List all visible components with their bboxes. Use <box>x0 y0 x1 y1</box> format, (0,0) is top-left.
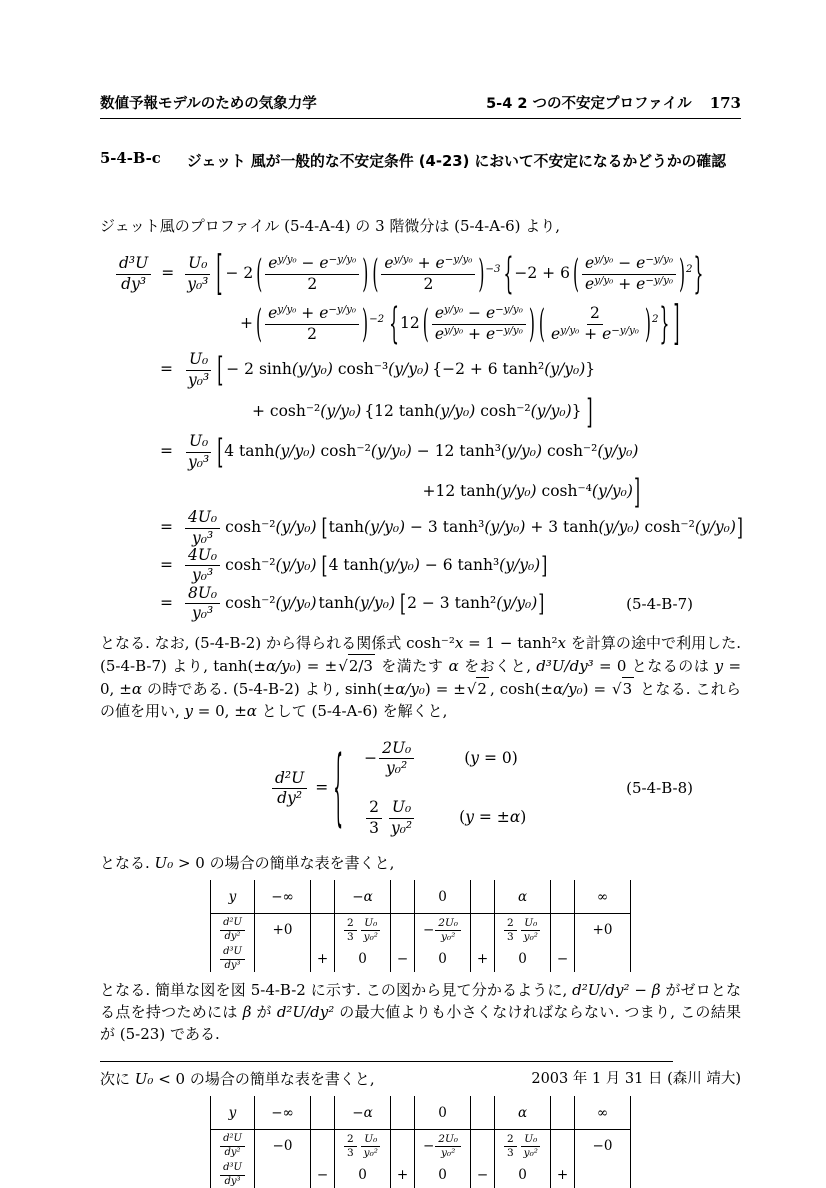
table-cell <box>471 1130 495 1163</box>
table-cell: α <box>495 880 551 914</box>
table-cell: − <box>471 1162 495 1188</box>
table-row <box>211 1130 631 1163</box>
table-cell <box>575 1162 631 1188</box>
table-cell: 0 <box>415 946 471 972</box>
header-book-title: 数値予報モデルのための気象力学 <box>100 96 317 112</box>
table-cell: $\frac{\text{d²U}}{\text{dy²}}$ <box>211 914 255 947</box>
section-heading <box>100 150 741 171</box>
equation-number: (5-4-B-8) <box>626 779 693 798</box>
table-cell: $\frac{2}{3}$ $\frac{\text{U₀}}{\text{y₀²}}$ <box>495 1130 551 1163</box>
equation-line: $\frac{\text{d³U}}{\text{dy³}}$ = $\frac{\text{U₀}}{\text{y₀³}}$ [ − 2 ( $\frac{e^{y/y_0} - e^{-y/y_0}}{2}$ ) ( $\frac{e^{y/y_0} + e^{-y/y_0}}{2}$ )$^{-3}$ {−2 + 6 ( $\frac{e^{y/y_0} - e^{-y/y_0}}{e^{y/y_0} + e^{-y/y_0}}$ )$^2$} <box>100 249 741 299</box>
table-cell: +0 <box>255 914 311 947</box>
table-cell <box>471 914 495 947</box>
header-right-group <box>486 92 741 113</box>
section-title: ジェット 風が一般的な不安定条件 (4-23) において不安定になるかどうかの確認 <box>186 153 727 170</box>
cases-row: − $\frac{\text{2U₀}}{\text{y₀²}}$ (y = 0) <box>364 738 518 778</box>
display-equation-5-4-B-7 <box>100 249 741 622</box>
table-cell: −α <box>335 1096 391 1130</box>
table-row <box>211 946 631 972</box>
page-content <box>100 0 741 1188</box>
table-cell: $\frac{2}{3}$ $\frac{\text{U₀}}{\text{y₀²}}$ <box>335 1130 391 1163</box>
equation-number: (5-4-B-7) <box>626 594 693 613</box>
table-cell <box>551 914 575 947</box>
table-cell: $\frac{\text{d³U}}{\text{dy³}}$ <box>211 946 255 972</box>
table-cell: $\frac{2}{3}$ $\frac{\text{U₀}}{\text{y₀²}}$ <box>335 914 391 947</box>
table-cell: − <box>311 1162 335 1188</box>
table-row <box>211 914 631 947</box>
equation-line: + cosh⁻²(y/y₀) {12 tanh(y/y₀) cosh⁻²(y/y₀)} ] <box>252 391 593 432</box>
section-number: 5-4-B-c <box>100 150 161 167</box>
table-cell <box>311 1096 335 1130</box>
equation-line: = $\frac{\text{U₀}}{\text{y₀³}}$ [4 tanh(y/y₀) cosh⁻²(y/y₀) − 12 tanh³(y/y₀) cosh⁻²(y/y₀) <box>160 432 639 472</box>
table-cell: $\frac{\text{d²U}}{\text{dy²}}$ <box>211 1130 255 1163</box>
table-cell <box>575 946 631 972</box>
equation-line: = $\frac{\text{8U₀}}{\text{y₀³}}$ cosh⁻²(y/y₀) tanh(y/y₀) [2 − 3 tanh²(y/y₀)] (5-4-B-7) <box>160 583 693 623</box>
table-cell: − $\frac{\text{2U₀}}{\text{y₀²}}$ <box>415 1130 471 1163</box>
table-cell: − $\frac{\text{2U₀}}{\text{y₀²}}$ <box>415 914 471 947</box>
footer-rule <box>100 1061 673 1062</box>
table-cell: −0 <box>255 1130 311 1163</box>
table-cell: −∞ <box>255 1096 311 1130</box>
table-cell <box>471 1096 495 1130</box>
table-cell: −0 <box>575 1130 631 1163</box>
table-cell: −α <box>335 880 391 914</box>
equation-line: $\frac{\text{d²U}}{\text{dy²}}$ = { − $\frac{\text{2U₀}}{\text{y₀²}}$ (y = 0) $\frac{2}{3}$ $\frac{\text{U₀}}{\text{y₀²}}$ (y = ±α) (5-4-B-8) <box>100 734 741 842</box>
table-cell <box>311 880 335 914</box>
table-cell <box>255 946 311 972</box>
table-cell: + <box>551 1162 575 1188</box>
table-cell <box>471 880 495 914</box>
intro-paragraph: ジェット風のプロファイル (5-4-A-4) の 3 階微分は (5-4-A-6) より, <box>100 217 561 235</box>
table-cell: + <box>311 946 335 972</box>
table-row <box>211 1162 631 1188</box>
table-cell: y <box>211 880 255 914</box>
table-cell: α <box>495 1096 551 1130</box>
equation-line: = $\frac{\text{4U₀}}{\text{y₀³}}$ cosh⁻²(y/y₀) [tanh(y/y₀) − 3 tanh³(y/y₀) + 3 tanh(y/y₀) cosh⁻²(y/y₀)] <box>160 508 743 547</box>
table2-lead-sentence: 次に U₀ < 0 の場合の簡単な表を書くと, <box>100 1070 375 1089</box>
table1-lead-sentence: となる. U₀ > 0 の場合の簡単な表を書くと, <box>100 854 395 873</box>
table-cell: − <box>391 946 415 972</box>
table-cell: 0 <box>495 1162 551 1188</box>
table-cell: + <box>471 946 495 972</box>
table-row <box>211 880 631 914</box>
body-paragraph-1: となる. なお, (5-4-B-2) から得られる関係式 cosh⁻²x = 1 − tanh²x を計算の途中で利用した. (5-4-B-7) より, tanh(±α/y₀) = ± √ 2/3 を満たす α をおくと, d³U/dy³ = 0 となるのは y = 0, ±α の時である. (5-4-B-2) より, sinh(±α/y₀) = ± √ 2 , cosh(±α/y₀) = √ 3 となる. これらの値を用い, y = 0, ±α として (5-4-A-6) を解くと, <box>100 634 742 721</box>
table-cell: − <box>551 946 575 972</box>
sign-table-u0-positive <box>210 880 631 972</box>
table-cell: ∞ <box>575 880 631 914</box>
equation-line: = $\frac{\text{4U₀}}{\text{y₀³}}$ cosh⁻²(y/y₀) [4 tanh(y/y₀) − 6 tanh³(y/y₀)] <box>160 546 548 585</box>
footer-date: 2003 年 1 月 31 日 (森川 靖大) <box>531 1071 741 1087</box>
table-cell <box>551 1130 575 1163</box>
table-cell: +0 <box>575 914 631 947</box>
page-footer <box>100 1061 741 1088</box>
table-cell: + <box>391 1162 415 1188</box>
table-cell: 0 <box>415 1096 471 1130</box>
table-cell: $\frac{\text{d³U}}{\text{dy³}}$ <box>211 1162 255 1188</box>
equation-line: = $\frac{\text{U₀}}{\text{y₀³}}$ [ − 2 sinh(y/y₀) cosh⁻³(y/y₀) {−2 + 6 tanh²(y/y₀)} <box>160 350 596 390</box>
table-cell <box>551 1096 575 1130</box>
table-row <box>211 1096 631 1130</box>
table-cell: 0 <box>495 946 551 972</box>
body-paragraph-2: となる. 簡単な図を図 5-4-B-2 に示す. この図から見て分かるように, d²U/dy² − β がゼロとなる点を持つためには β が d²U/dy² の最大値よりも小さくなければならない. つまり, この結果が (5-23) である. <box>100 981 741 1044</box>
table-cell <box>311 1130 335 1163</box>
table-cell: −∞ <box>255 880 311 914</box>
table-cell <box>255 1162 311 1188</box>
header-section-title: 5-4 2 つの不安定プロファイル <box>486 96 692 112</box>
table-cell <box>391 914 415 947</box>
table-cell <box>551 880 575 914</box>
equation-line: +12 tanh(y/y₀) cosh⁻⁴(y/y₀)] <box>422 471 640 512</box>
table-cell <box>391 1130 415 1163</box>
table-cell: 0 <box>335 1162 391 1188</box>
table-cell <box>311 914 335 947</box>
table-cell: $\frac{2}{3}$ $\frac{\text{U₀}}{\text{y₀²}}$ <box>495 914 551 947</box>
table-cell <box>391 880 415 914</box>
running-header <box>100 92 741 119</box>
table-cell: y <box>211 1096 255 1130</box>
table-cell: 0 <box>335 946 391 972</box>
table-cell <box>391 1096 415 1130</box>
table-cell: 0 <box>415 1162 471 1188</box>
table-cell: ∞ <box>575 1096 631 1130</box>
table-cell: 0 <box>415 880 471 914</box>
sign-table-u0-negative <box>210 1096 631 1188</box>
equation-line: + ( $\frac{e^{y/y_0} + e^{-y/y_0}}{2}$ )$^{-2}$ {12 ( $\frac{e^{y/y_0} - e^{-y/y_0}}{e^{y/y_0} + e^{-y/y_0}}$ ) ( $\frac{2}{e^{y/y_0} + e^{-y/y_0}}$ )$^2$} ] <box>240 297 680 351</box>
cases-row: $\frac{2}{3}$ $\frac{\text{U₀}}{\text{y₀²}}$ (y = ±α) <box>364 799 526 837</box>
page-number: 173 <box>709 94 741 112</box>
display-equation-5-4-B-8 <box>100 734 741 842</box>
